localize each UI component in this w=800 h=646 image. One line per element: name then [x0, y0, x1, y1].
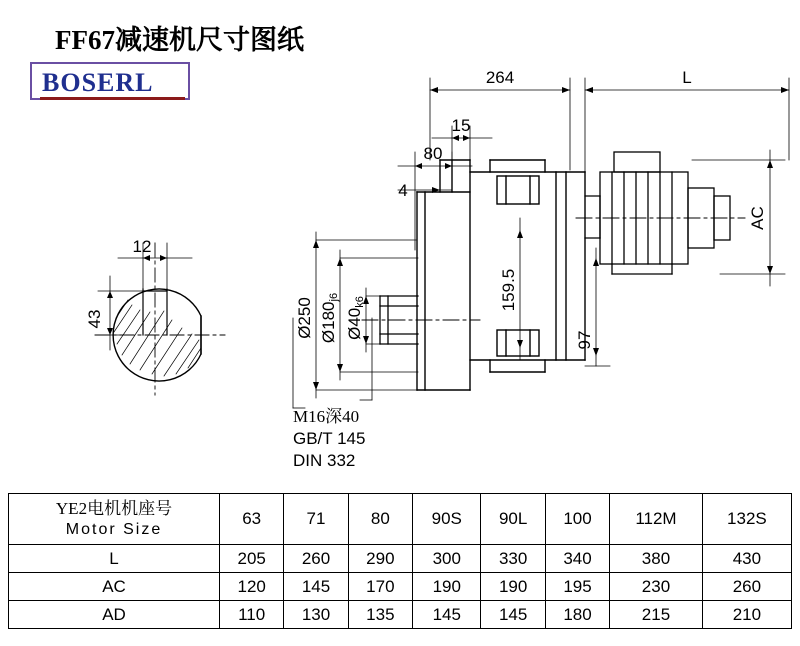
table-cell: 120 [220, 573, 284, 601]
note-line-3: DIN 332 [293, 451, 356, 470]
table-cell: 205 [220, 545, 284, 573]
table-cell: 110 [220, 601, 284, 629]
row-label: AC [9, 573, 220, 601]
table-row [9, 545, 792, 573]
note-line-1: M16深40 [293, 407, 360, 426]
table-cell: 130 [284, 601, 348, 629]
dim-AC-label: AC [748, 206, 767, 230]
table-header-size: 112M [610, 494, 703, 545]
table-cell: 260 [284, 545, 348, 573]
dim-80-label: 80 [423, 144, 443, 163]
dim-L-label: L [682, 68, 692, 87]
table-header-size: 132S [702, 494, 791, 545]
dim-43-label: 43 [85, 309, 104, 329]
table-cell: 145 [413, 601, 481, 629]
table-cell: 430 [702, 545, 791, 573]
table-cell: 260 [702, 573, 791, 601]
table-cell: 135 [348, 601, 412, 629]
dim-97-label: 97 [575, 330, 594, 350]
table-cell: 145 [481, 601, 545, 629]
table-cell: 330 [481, 545, 545, 573]
table-cell: 190 [413, 573, 481, 601]
table-cell: 145 [284, 573, 348, 601]
header-label-en: Motor Size [65, 520, 163, 538]
dim-40-label: Ø40k6 [345, 296, 366, 340]
table-header-size: 71 [284, 494, 348, 545]
table-header-size: 80 [348, 494, 412, 545]
dim-15-label: 15 [451, 116, 471, 135]
table-cell: 230 [610, 573, 703, 601]
table-cell: 195 [545, 573, 609, 601]
brand-logo-text: BOSERL [42, 68, 154, 97]
table-cell: 210 [702, 601, 791, 629]
table-header-size: 100 [545, 494, 609, 545]
table-header-size: 90S [413, 494, 481, 545]
dimension-table [8, 493, 792, 629]
table-cell: 340 [545, 545, 609, 573]
table-header-size: 90L [481, 494, 545, 545]
dim-12-label: 12 [132, 237, 152, 256]
table-cell: 190 [481, 573, 545, 601]
table-cell: 215 [610, 601, 703, 629]
dim-4-label: 4 [398, 181, 408, 200]
row-label: AD [9, 601, 220, 629]
dim-250-label: Ø250 [295, 297, 314, 339]
dim-180-label: Ø180j6 [319, 292, 340, 344]
note-line-2: GB/T 145 [293, 429, 366, 448]
page-title: FF67减速机尺寸图纸 [55, 25, 304, 55]
dim-264-label: 264 [485, 68, 515, 87]
table-cell: 380 [610, 545, 703, 573]
table-header-row [9, 494, 792, 545]
dim-159-label: 159.5 [499, 268, 518, 312]
table-cell: 170 [348, 573, 412, 601]
table-cell: 290 [348, 545, 412, 573]
table-cell: 180 [545, 601, 609, 629]
header-label-cn: YE2电机机座号 [55, 499, 173, 519]
table-row [9, 601, 792, 629]
table-cell: 300 [413, 545, 481, 573]
table-row [9, 573, 792, 601]
table-header-size: 63 [220, 494, 284, 545]
row-label: L [9, 545, 220, 573]
table-header-label [9, 494, 220, 545]
